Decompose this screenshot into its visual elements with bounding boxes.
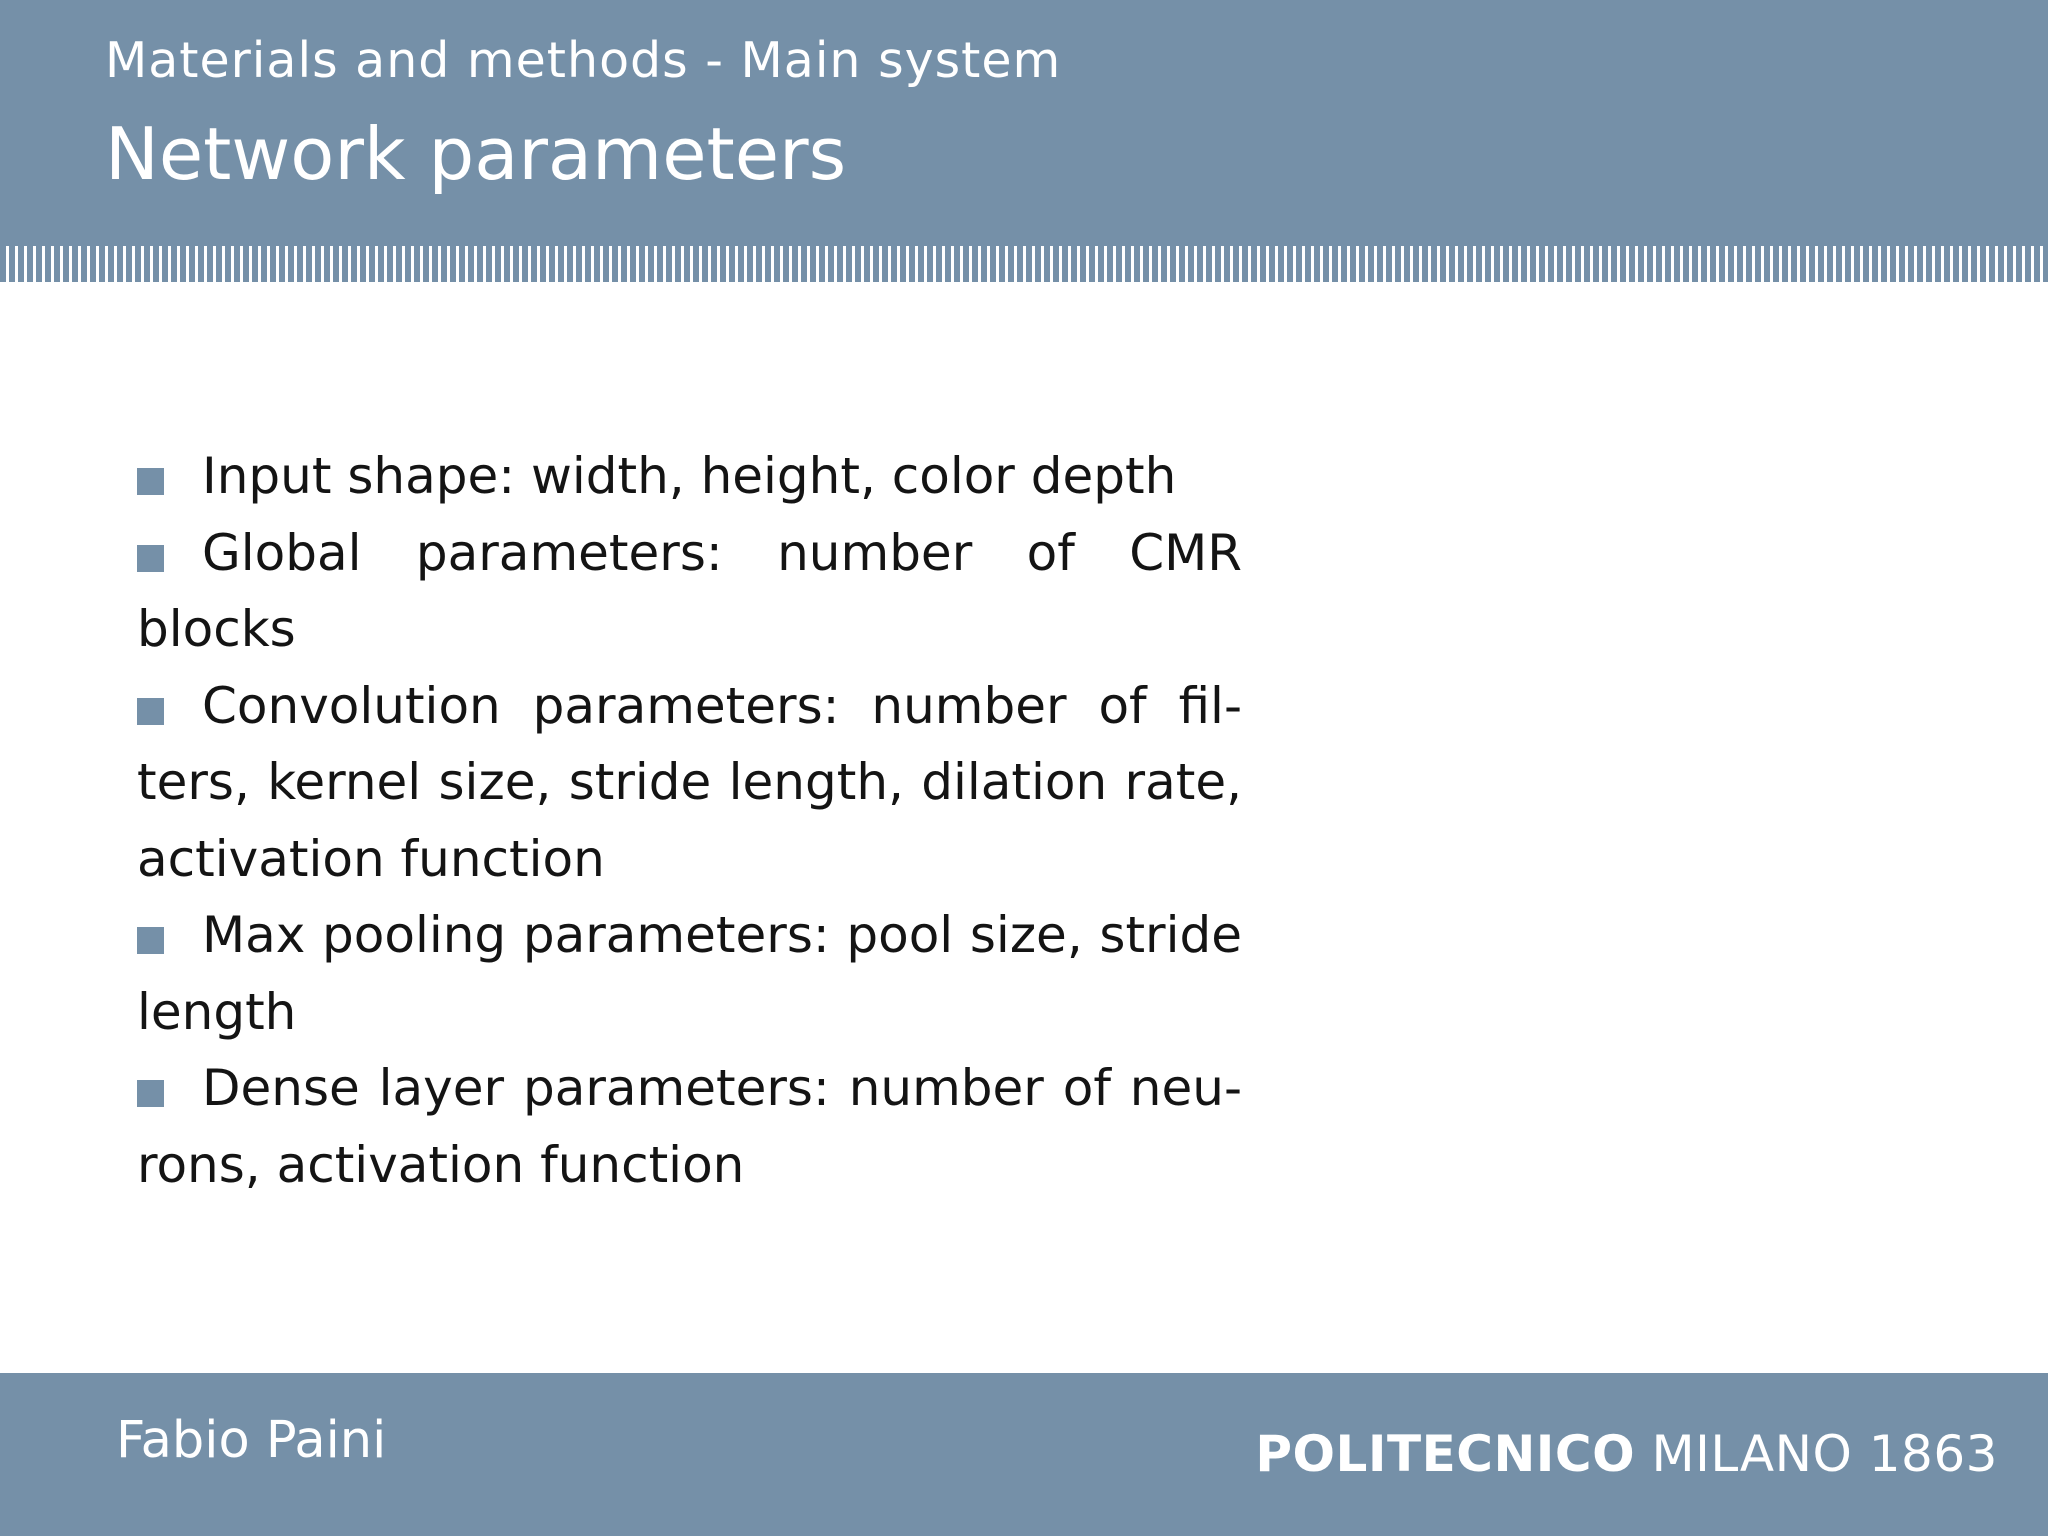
square-bullet-icon bbox=[137, 468, 164, 495]
frame-title: Network parameters bbox=[105, 112, 847, 196]
bullet-text: Global parameters: number of CMR blocks bbox=[137, 523, 1242, 658]
bullet-text: Dense layer parameters: number of neurons, activation function bbox=[137, 1059, 1242, 1194]
university-logo bbox=[1255, 1425, 1998, 1483]
slide-footer bbox=[0, 1373, 2048, 1536]
slide-header bbox=[0, 0, 2048, 246]
logo-primary-text: POLITECNICO bbox=[1255, 1425, 1636, 1483]
bullet-text: Convolution parameters: number of filters, kernel size, stride length, dilation rate, activation function bbox=[137, 676, 1242, 888]
bullet-item bbox=[137, 438, 1242, 515]
square-bullet-icon bbox=[137, 927, 164, 954]
bullet-item bbox=[137, 897, 1242, 1050]
author-name: Fabio Paini bbox=[116, 1411, 387, 1470]
bullet-item bbox=[137, 515, 1242, 668]
section-title: Materials and methods - Main system bbox=[105, 32, 1062, 89]
square-bullet-icon bbox=[137, 698, 164, 725]
bullet-item bbox=[137, 668, 1242, 898]
bullet-text: Input shape: width, height, color depth bbox=[202, 447, 1177, 505]
bullet-text: Max pooling parameters: pool size, stride length bbox=[137, 906, 1242, 1041]
bullet-item bbox=[137, 1050, 1242, 1203]
square-bullet-icon bbox=[137, 1080, 164, 1107]
square-bullet-icon bbox=[137, 545, 164, 572]
slide-content bbox=[137, 438, 1242, 1203]
header-tick-strip bbox=[0, 246, 2048, 282]
bullet-list bbox=[137, 438, 1242, 1203]
logo-secondary-text: MILANO 1863 bbox=[1651, 1425, 1998, 1483]
